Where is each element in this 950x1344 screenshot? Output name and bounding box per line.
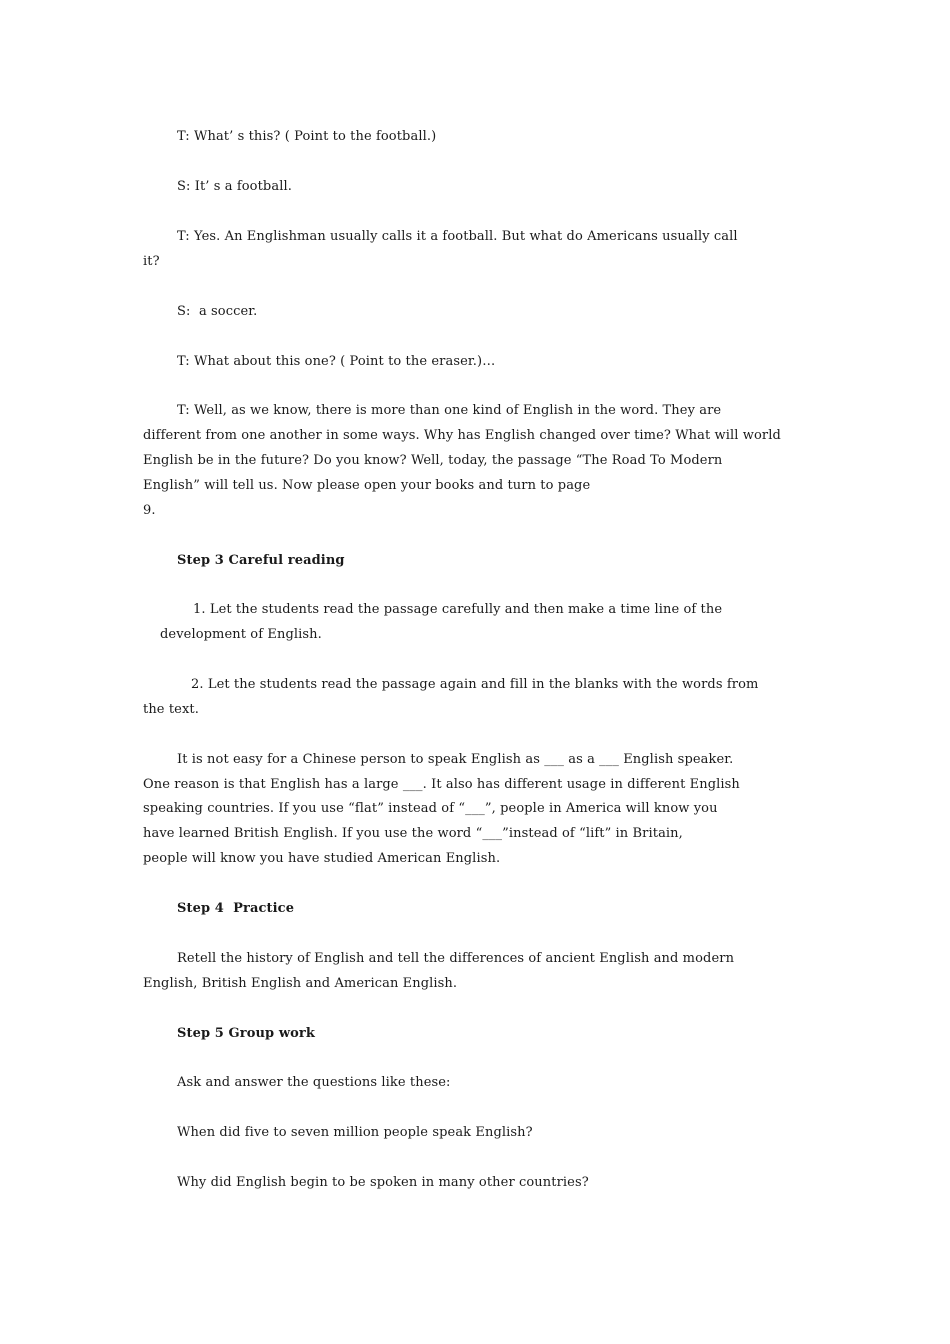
step3-fill-paragraph-line-2: One reason is that English has a large ___. It also has different usage in different English: [143, 777, 740, 792]
step5-intro: Ask and answer the questions like these:: [177, 1075, 451, 1090]
step3-fill-paragraph-line-1: It is not easy for a Chinese person to speak English as ___ as a ___ English speaker.: [177, 752, 734, 767]
step3-fill-paragraph-line-3: speaking countries. If you use “flat” instead of “___”, people in America will know you: [143, 801, 718, 816]
dialogue-teacher-line-2-cont: it?: [143, 254, 160, 269]
dialogue-teacher-line-4-cont-1: different from one another in some ways. Why has English changed over time? What will world: [143, 428, 781, 443]
dialogue-teacher-line-1: T: What’ s this? ( Point to the football.): [177, 129, 437, 144]
step3-item-2-cont: the text.: [143, 702, 199, 717]
dialogue-student-line-2: S: a soccer.: [177, 304, 258, 319]
dialogue-teacher-line-4-cont-4: 9.: [143, 503, 156, 518]
dialogue-teacher-line-4-cont-2: English be in the future? Do you know? Well, today, the passage “The Road To Modern: [143, 453, 723, 468]
step3-item-2: 2. Let the students read the passage again and fill in the blanks with the words from: [191, 677, 759, 692]
step5-heading: Step 5 Group work: [177, 1026, 315, 1041]
step3-heading: Step 3 Careful reading: [177, 553, 345, 568]
step3-item-1-cont: development of English.: [160, 627, 322, 642]
step4-text-line-1: Retell the history of English and tell the differences of ancient English and modern: [177, 951, 735, 966]
dialogue-teacher-line-2: T: Yes. An Englishman usually calls it a football. But what do Americans usually call: [177, 229, 738, 244]
dialogue-teacher-line-4: T: Well, as we know, there is more than one kind of English in the word. They are: [177, 403, 722, 418]
step4-text-line-2: English, British English and American English.: [143, 976, 458, 991]
dialogue-teacher-line-4-cont-3: English” will tell us. Now please open your books and turn to page: [143, 478, 591, 493]
step3-fill-paragraph-line-4: have learned British English. If you use the word “___”instead of “lift” in Britain,: [143, 826, 683, 841]
step3-fill-paragraph-line-5: people will know you have studied American English.: [143, 851, 501, 866]
step3-item-1: 1. Let the students read the passage carefully and then make a time line of the: [193, 602, 723, 617]
step4-heading: Step 4 Practice: [177, 901, 295, 916]
dialogue-student-line-1: S: It’ s a football.: [177, 179, 292, 194]
dialogue-teacher-line-3: T: What about this one? ( Point to the eraser.)…: [177, 354, 496, 369]
step5-question-1: When did five to seven million people speak English?: [177, 1125, 533, 1140]
step5-question-2: Why did English begin to be spoken in many other countries?: [177, 1175, 589, 1190]
